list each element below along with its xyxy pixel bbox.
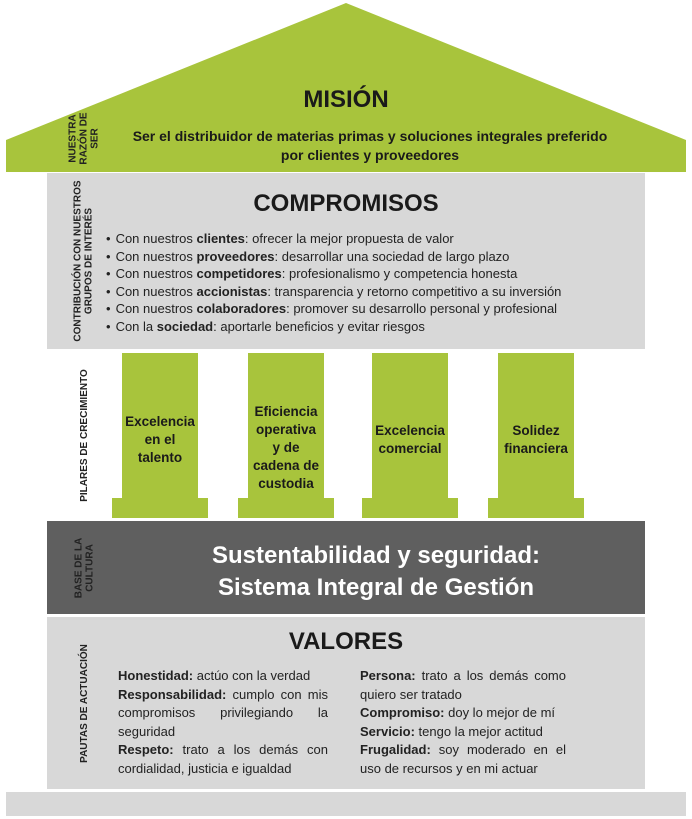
floor-step [6,792,686,816]
compromisos-list [106,230,561,336]
list-item: • Con nuestros accionistas: transparencia y retorno competitivo a su inversión [106,283,561,301]
valores-left [118,667,328,778]
mision-text: Ser el distribuidor de materias primas y soluciones integrales preferido por clientes y proveedores [132,128,608,163]
valores-title: VALORES [288,628,404,655]
pillar-label-financiera: Solidez financiera [504,423,568,456]
valor-item: Servicio: tengo la mejor actitud [360,723,543,739]
pillar-label-talento: Excelencia en el talento [125,414,195,465]
label-base-cultura: BASE DE LA CULTURA [73,537,95,598]
label-pautas: PAUTAS DE ACTUACIÓN [78,643,90,763]
valor-item: Frugalidad: soy moderado en el uso de recursos y en mi actuar [360,742,566,776]
list-item: • Con nuestros competidores: profesionalismo y competencia honesta [106,265,561,283]
label-razon-de-ser: NUESTRA RAZÓN DE SER [67,111,101,165]
list-item: • Con nuestros clientes: ofrecer la mejor propuesta de valor [106,230,561,248]
mision-title: MISIÓN [303,86,389,113]
valor-item: Responsabilidad: cumplo con mis compromisos privilegiando la seguridad [118,686,328,739]
valor-item: Respeto: trato a los demás con cordialidad, justicia e igualdad [118,742,328,776]
pillar-label-comercial: Excelencia comercial [375,423,445,456]
list-item: • Con nuestros proveedores: desarrollar una sociedad de largo plazo [106,248,561,266]
valores-right [360,667,566,778]
valor-item: Honestidad: actúo con la verdad [118,668,311,683]
label-grupos-de-interes: CONTRIBUCIÓN CON NUESTROS GRUPOS DE INTERÉS [73,180,95,342]
compromisos-title: COMPROMISOS [253,190,439,217]
list-item: • Con nuestros colaboradores: promover su desarrollo personal y profesional [106,300,561,318]
valor-item: Compromiso: doy lo mejor de mí [360,705,556,720]
valor-item: Persona: trato a los demás como quiero ser tratado [360,668,566,702]
list-item: • Con la sociedad: aportarle beneficios y evitar riesgos [106,318,561,336]
label-pilares: PILARES DE CRECIMIENTO [78,369,90,502]
base-text: Sustentabilidad y seguridad: Sistema Integral de Gestión [211,542,541,601]
pillar-label-eficiencia: Eficiencia operativa y de cadena de custodia [252,404,320,491]
